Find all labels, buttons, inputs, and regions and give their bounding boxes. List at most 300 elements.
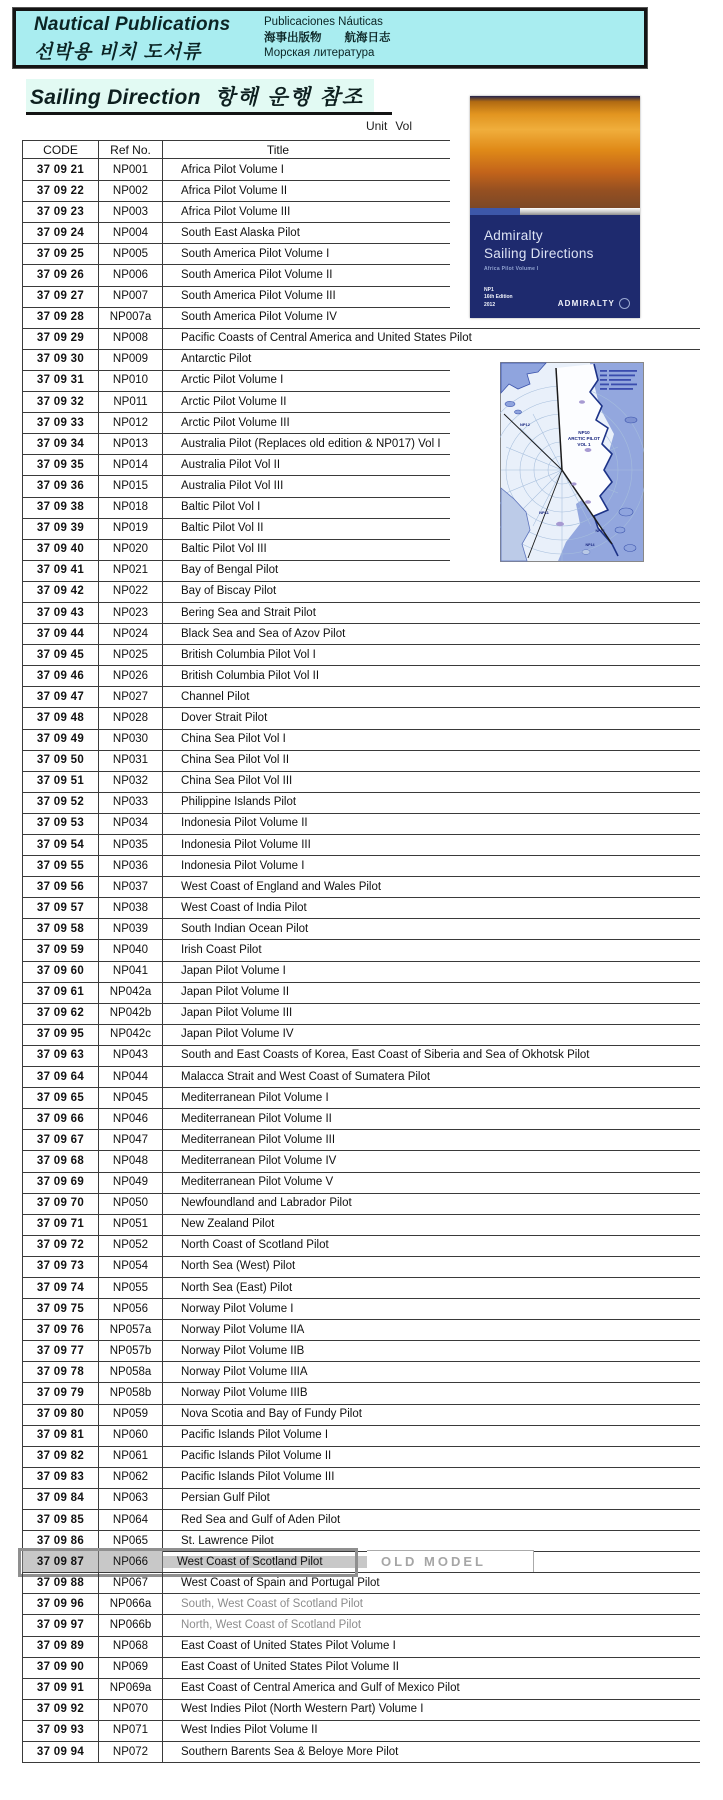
banner-title-english: Nautical Publications [34, 14, 231, 35]
row-title: Arctic Pilot Volume I [181, 374, 284, 387]
row-ref: NP035 [99, 834, 163, 855]
row-ref: NP054 [99, 1256, 163, 1277]
map-label-np14: NP14 [585, 543, 595, 547]
row-title: West Coast of Scotland Pilot [163, 1556, 367, 1568]
row-title: Indonesia Pilot Volume III [181, 838, 311, 851]
row-title: British Columbia Pilot Vol I [181, 648, 316, 661]
table-row [22, 1003, 702, 1024]
row-title: Baltic Pilot Vol I [181, 501, 261, 514]
row-ref: NP005 [99, 243, 163, 264]
row-code: 37 09 31 [22, 370, 99, 391]
row-ref: NP041 [99, 961, 163, 982]
row-ref: NP058b [99, 1382, 163, 1403]
row-title: West Indies Pilot (North Western Part) Volume I [181, 1703, 424, 1716]
section-title [26, 79, 374, 114]
row-ref: NP056 [99, 1298, 163, 1319]
row-title: Bering Sea and Strait Pilot [181, 606, 316, 619]
row-code: 37 09 61 [22, 982, 99, 1003]
row-ref: NP045 [99, 1087, 163, 1108]
row-ref: NP069a [99, 1678, 163, 1699]
row-ref: NP040 [99, 939, 163, 960]
row-title: Dover Strait Pilot [181, 711, 268, 724]
table-row [22, 1446, 702, 1467]
row-ref: NP068 [99, 1636, 163, 1657]
row-title: Norway Pilot Volume IIA [181, 1323, 305, 1336]
row-title: Newfoundland and Labrador Pilot [181, 1197, 352, 1210]
table-top-rule [22, 140, 450, 141]
row-title: East Coast of United States Pilot Volume II [181, 1661, 399, 1674]
row-title: Pacific Islands Pilot Volume I [181, 1429, 329, 1442]
table-row [22, 1298, 702, 1319]
row-code: 37 09 52 [22, 792, 99, 813]
row-code: 37 09 25 [22, 243, 99, 264]
table-row [22, 1509, 702, 1530]
table-row [22, 665, 702, 686]
table-row [22, 750, 702, 771]
row-ref: NP022 [99, 581, 163, 602]
book-np-number: NP1 [484, 286, 494, 293]
row-ref: NP027 [99, 686, 163, 707]
arctic-pilot-map-image [500, 362, 644, 562]
table-row [22, 560, 702, 581]
row-title: Indonesia Pilot Volume II [181, 817, 308, 830]
row-title: West Coast of India Pilot [181, 901, 307, 914]
row-code: 37 09 80 [22, 1404, 99, 1425]
book-title-line1: Admiralty [484, 228, 543, 243]
row-title: Africa Pilot Volume III [181, 205, 291, 218]
row-ref: NP021 [99, 560, 163, 581]
row-title: South, West Coast of Scotland Pilot [181, 1597, 363, 1610]
row-code: 37 09 35 [22, 454, 99, 475]
row-ref: NP014 [99, 454, 163, 475]
row-code: 37 09 39 [22, 518, 99, 539]
row-title: Channel Pilot [181, 690, 250, 703]
row-ref: NP006 [99, 264, 163, 285]
row-ref: NP042a [99, 982, 163, 1003]
row-ref: NP011 [99, 391, 163, 412]
row-code: 37 09 75 [22, 1298, 99, 1319]
row-code: 37 09 69 [22, 1172, 99, 1193]
section-title-korean: 항해 운행 참조 [214, 86, 365, 109]
row-code: 37 09 73 [22, 1256, 99, 1277]
row-title: Australia Pilot (Replaces old edition & NP017) Vol I [181, 437, 441, 450]
table-row [22, 1214, 702, 1235]
row-code: 37 09 79 [22, 1382, 99, 1403]
title-underline [26, 112, 392, 115]
row-ref: NP031 [99, 750, 163, 771]
map-label-vol1: VOL 1 [577, 442, 591, 447]
unit-label [320, 119, 412, 133]
row-title: South America Pilot Volume IV [181, 311, 337, 324]
row-ref: NP001 [99, 159, 163, 180]
row-code: 37 09 21 [22, 159, 99, 180]
row-code: 37 09 49 [22, 729, 99, 750]
book-publisher-name: ADMIRALTY [557, 299, 615, 308]
table-row [22, 1108, 702, 1129]
row-ref: NP070 [99, 1699, 163, 1720]
row-title: Japan Pilot Volume III [181, 1007, 293, 1020]
admiralty-logo-icon [619, 298, 630, 309]
row-title: New Zealand Pilot [181, 1218, 275, 1231]
row-ref: NP023 [99, 602, 163, 623]
row-code: 37 09 96 [22, 1593, 99, 1614]
table-row [22, 1340, 702, 1361]
row-title: Mediterranean Pilot Volume IV [181, 1154, 337, 1167]
row-title: South America Pilot Volume III [181, 290, 336, 303]
row-title: St. Lawrence Pilot [181, 1534, 274, 1547]
row-code: 37 09 68 [22, 1150, 99, 1171]
book-band-silver [520, 208, 640, 215]
row-code: 37 09 34 [22, 433, 99, 454]
map-label-np11: NP11 [539, 510, 549, 515]
row-code: 37 09 59 [22, 939, 99, 960]
row-ref: NP030 [99, 729, 163, 750]
row-code: 37 09 36 [22, 475, 99, 496]
row-ref: NP024 [99, 623, 163, 644]
book-year: 2012 [484, 301, 496, 308]
row-code: 37 09 24 [22, 222, 99, 243]
row-title: Arctic Pilot Volume III [181, 416, 290, 429]
row-title: Bay of Biscay Pilot [181, 585, 277, 598]
row-code: 37 09 60 [22, 961, 99, 982]
map-label-arctic-pilot: ARCTIC PILOT [567, 436, 601, 441]
row-ref: NP004 [99, 222, 163, 243]
book-cover-subtitle: Africa Pilot Volume I [484, 266, 539, 273]
row-ref: NP039 [99, 918, 163, 939]
row-ref: NP055 [99, 1277, 163, 1298]
row-ref: NP002 [99, 180, 163, 201]
row-title: Norway Pilot Volume I [181, 1302, 294, 1315]
table-row [22, 876, 702, 897]
row-title: Australia Pilot Vol III [181, 479, 284, 492]
table-row [22, 961, 702, 982]
row-title: Pacific Islands Pilot Volume II [181, 1450, 332, 1463]
row-title: Africa Pilot Volume II [181, 184, 288, 197]
row-code: 37 09 93 [22, 1720, 99, 1741]
row-title: China Sea Pilot Vol III [181, 775, 293, 788]
row-ref: NP069 [99, 1657, 163, 1678]
table-row [22, 328, 702, 349]
banner-title-russian: Морская литература [264, 47, 375, 60]
table-row [22, 1530, 702, 1551]
row-ref: NP050 [99, 1193, 163, 1214]
row-ref: NP013 [99, 433, 163, 454]
row-ref: NP071 [99, 1720, 163, 1741]
map-label-np10: NP10 [578, 430, 590, 435]
row-title: China Sea Pilot Vol I [181, 733, 286, 746]
table-row [22, 1150, 702, 1171]
row-title: South America Pilot Volume II [181, 269, 333, 282]
row-code: 37 09 55 [22, 855, 99, 876]
row-ref: NP018 [99, 497, 163, 518]
row-code: 37 09 71 [22, 1214, 99, 1235]
table-row [22, 623, 702, 644]
table-row [22, 1741, 702, 1762]
row-title: Pacific Coasts of Central America and United States Pilot [181, 332, 472, 345]
book-edition: 16th Edition [484, 294, 513, 300]
table-row [22, 834, 702, 855]
row-ref: NP007 [99, 286, 163, 307]
table-row [22, 686, 702, 707]
row-ref: NP003 [99, 201, 163, 222]
row-title: Mediterranean Pilot Volume V [181, 1176, 334, 1189]
row-title: Arctic Pilot Volume II [181, 395, 287, 408]
row-title: Indonesia Pilot Volume I [181, 859, 305, 872]
table-row [22, 581, 702, 602]
row-ref: NP057a [99, 1319, 163, 1340]
row-title: Japan Pilot Volume II [181, 986, 290, 999]
table-row [22, 1636, 702, 1657]
row-title: Red Sea and Gulf of Aden Pilot [181, 1513, 341, 1526]
row-code: 37 09 67 [22, 1129, 99, 1150]
row-ref: NP028 [99, 707, 163, 728]
row-code: 37 09 57 [22, 897, 99, 918]
table-row [22, 1066, 702, 1087]
row-ref: NP052 [99, 1235, 163, 1256]
row-title: Norway Pilot Volume IIB [181, 1344, 305, 1357]
row-ref: NP063 [99, 1488, 163, 1509]
table-row [22, 1657, 702, 1678]
row-title: North Sea (West) Pilot [181, 1260, 296, 1273]
row-ref: NP064 [99, 1509, 163, 1530]
book-cover-footer [484, 287, 630, 310]
table-row [22, 1277, 702, 1298]
row-code: 37 09 42 [22, 581, 99, 602]
row-title: North Coast of Scotland Pilot [181, 1239, 329, 1252]
row-ref: NP036 [99, 855, 163, 876]
row-title: North, West Coast of Scotland Pilot [181, 1619, 362, 1632]
row-code: 37 09 85 [22, 1509, 99, 1530]
row-ref: NP048 [99, 1150, 163, 1171]
row-title: British Columbia Pilot Vol II [181, 669, 320, 682]
table-row [22, 813, 702, 834]
header-title: Title [266, 142, 290, 157]
row-code: 37 09 28 [22, 307, 99, 328]
table-row [22, 1593, 702, 1614]
row-title: Mediterranean Pilot Volume I [181, 1091, 329, 1104]
row-code: 37 09 30 [22, 349, 99, 370]
row-ref: NP061 [99, 1446, 163, 1467]
table-row [22, 1087, 702, 1108]
banner-title-spanish: Publicaciones Náuticas [264, 16, 383, 28]
row-code: 37 09 46 [22, 665, 99, 686]
row-code: 37 09 83 [22, 1467, 99, 1488]
row-ref: NP010 [99, 370, 163, 391]
unit-word: Unit [365, 119, 388, 133]
row-title: Black Sea and Sea of Azov Pilot [181, 627, 346, 640]
row-ref: NP012 [99, 412, 163, 433]
row-code: 37 09 64 [22, 1066, 99, 1087]
banner-right-column [264, 11, 391, 65]
row-title: Norway Pilot Volume IIIB [181, 1386, 308, 1399]
row-code: 37 09 87 [22, 1551, 99, 1572]
book-publisher [558, 298, 630, 309]
row-code: 37 09 77 [22, 1340, 99, 1361]
table-row [22, 792, 702, 813]
book-edition-block [484, 287, 513, 310]
row-ref: NP007a [99, 307, 163, 328]
table-row [22, 1193, 702, 1214]
row-title: South Indian Ocean Pilot [181, 922, 309, 935]
row-ref: NP043 [99, 1045, 163, 1066]
row-title: Philippine Islands Pilot [181, 796, 297, 809]
row-ref: NP015 [99, 475, 163, 496]
banner-title-chinese: 海事出版物 航海日志 [264, 31, 391, 44]
map-label-np13: NP13 [595, 529, 605, 533]
row-code: 37 09 48 [22, 707, 99, 728]
row-title: Persian Gulf Pilot [181, 1492, 270, 1505]
book-cover-image [470, 96, 640, 318]
row-code: 37 09 54 [22, 834, 99, 855]
row-ref: NP020 [99, 539, 163, 560]
table-row [22, 897, 702, 918]
map-label-np12: NP12 [519, 422, 531, 427]
row-title: Africa Pilot Volume I [181, 163, 284, 176]
row-code: 37 09 58 [22, 918, 99, 939]
row-code: 37 09 66 [22, 1108, 99, 1129]
row-code: 37 09 86 [22, 1530, 99, 1551]
row-code: 37 09 45 [22, 644, 99, 665]
row-code: 37 09 89 [22, 1636, 99, 1657]
row-code: 37 09 51 [22, 771, 99, 792]
row-ref: NP066b [99, 1614, 163, 1635]
row-code: 37 09 95 [22, 1024, 99, 1045]
row-ref: NP026 [99, 665, 163, 686]
table-row [22, 1024, 702, 1045]
table-row [22, 729, 702, 750]
table-row [22, 1699, 702, 1720]
row-ref: NP042c [99, 1024, 163, 1045]
row-code: 37 09 88 [22, 1572, 99, 1593]
row-code: 37 09 84 [22, 1488, 99, 1509]
table-row [22, 1678, 702, 1699]
row-ref: NP051 [99, 1214, 163, 1235]
row-title: Baltic Pilot Vol III [181, 543, 267, 556]
row-title: Mediterranean Pilot Volume II [181, 1112, 332, 1125]
table-row [22, 1382, 702, 1403]
section-title-english: Sailing Direction [30, 86, 201, 109]
row-title: Nova Scotia and Bay of Fundy Pilot [181, 1408, 362, 1421]
table-row [22, 1129, 702, 1150]
row-code: 37 09 47 [22, 686, 99, 707]
book-cover-info [470, 215, 640, 272]
row-code: 37 09 32 [22, 391, 99, 412]
row-code: 37 09 29 [22, 328, 99, 349]
row-ref: NP009 [99, 349, 163, 370]
table-row [22, 1045, 702, 1066]
row-code: 37 09 78 [22, 1361, 99, 1382]
table-row [22, 1572, 702, 1593]
row-title: West Indies Pilot Volume II [181, 1724, 318, 1737]
row-code: 37 09 26 [22, 264, 99, 285]
row-ref: NP047 [99, 1129, 163, 1150]
row-title: West Coast of England and Wales Pilot [181, 880, 382, 893]
table-row [22, 1319, 702, 1340]
row-code: 37 09 70 [22, 1193, 99, 1214]
row-code: 37 09 56 [22, 876, 99, 897]
row-title: Baltic Pilot Vol II [181, 522, 264, 535]
table-row [22, 707, 702, 728]
book-cover-band [470, 208, 640, 215]
row-title: South East Alaska Pilot [181, 226, 300, 239]
book-band-blue [470, 208, 520, 215]
header-ref-no: Ref No. [99, 140, 163, 159]
row-ref: NP072 [99, 1741, 163, 1762]
row-code: 37 09 22 [22, 180, 99, 201]
row-ref: NP034 [99, 813, 163, 834]
row-code: 37 09 91 [22, 1678, 99, 1699]
row-title: China Sea Pilot Vol II [181, 754, 290, 767]
row-code: 37 09 43 [22, 602, 99, 623]
row-ref: NP060 [99, 1425, 163, 1446]
table-row [22, 1720, 702, 1741]
row-code: 37 09 65 [22, 1087, 99, 1108]
row-ref: NP037 [99, 876, 163, 897]
row-ref: NP066 [99, 1551, 163, 1572]
banner-title-korean: 선박용 비치 도서류 [34, 42, 202, 63]
row-code: 37 09 92 [22, 1699, 99, 1720]
row-title: Japan Pilot Volume I [181, 965, 286, 978]
row-ref: NP049 [99, 1172, 163, 1193]
row-title: North Sea (East) Pilot [181, 1281, 293, 1294]
row-code: 37 09 44 [22, 623, 99, 644]
row-code: 37 09 53 [22, 813, 99, 834]
row-title: Japan Pilot Volume IV [181, 1028, 294, 1041]
table-row [22, 1361, 702, 1382]
row-ref: NP008 [99, 328, 163, 349]
row-title: Australia Pilot Vol II [181, 458, 281, 471]
row-code: 37 09 81 [22, 1425, 99, 1446]
row-code: 37 09 62 [22, 1003, 99, 1024]
unit-value: Vol [395, 119, 412, 133]
row-title: Irish Coast Pilot [181, 944, 262, 957]
row-ref: NP062 [99, 1467, 163, 1488]
row-code: 37 09 38 [22, 497, 99, 518]
row-code: 37 09 94 [22, 1741, 99, 1762]
row-code: 37 09 63 [22, 1045, 99, 1066]
row-title: Malacca Strait and West Coast of Sumatera Pilot [181, 1070, 431, 1083]
row-title: South and East Coasts of Korea, East Coast of Siberia and Sea of Okhotsk Pilot [181, 1049, 590, 1062]
row-title: Antarctic Pilot [181, 353, 252, 366]
nautical-publications-banner [13, 8, 647, 68]
row-note-old-model: OLD MODEL [367, 1550, 534, 1573]
row-code: 37 09 40 [22, 539, 99, 560]
row-title: South America Pilot Volume I [181, 247, 330, 260]
row-title: Bay of Bengal Pilot [181, 564, 279, 577]
table-row [22, 602, 702, 623]
book-cover-photo [470, 96, 640, 208]
row-title: West Coast of Spain and Portugal Pilot [181, 1576, 380, 1589]
table-row [22, 855, 702, 876]
table-row [22, 1425, 702, 1446]
row-ref: NP019 [99, 518, 163, 539]
table-row [22, 918, 702, 939]
row-title: Pacific Islands Pilot Volume III [181, 1471, 335, 1484]
banner-left-column [16, 11, 264, 65]
row-title: Norway Pilot Volume IIIA [181, 1365, 308, 1378]
table-row [22, 771, 702, 792]
row-ref: NP059 [99, 1404, 163, 1425]
row-title: Mediterranean Pilot Volume III [181, 1133, 336, 1146]
table-row [22, 982, 702, 1003]
row-code: 37 09 76 [22, 1319, 99, 1340]
row-ref: NP038 [99, 897, 163, 918]
row-title: East Coast of United States Pilot Volume I [181, 1640, 396, 1653]
row-title: East Coast of Central America and Gulf of Mexico Pilot [181, 1682, 460, 1695]
row-code: 37 09 41 [22, 560, 99, 581]
row-ref: NP066a [99, 1593, 163, 1614]
row-ref: NP044 [99, 1066, 163, 1087]
